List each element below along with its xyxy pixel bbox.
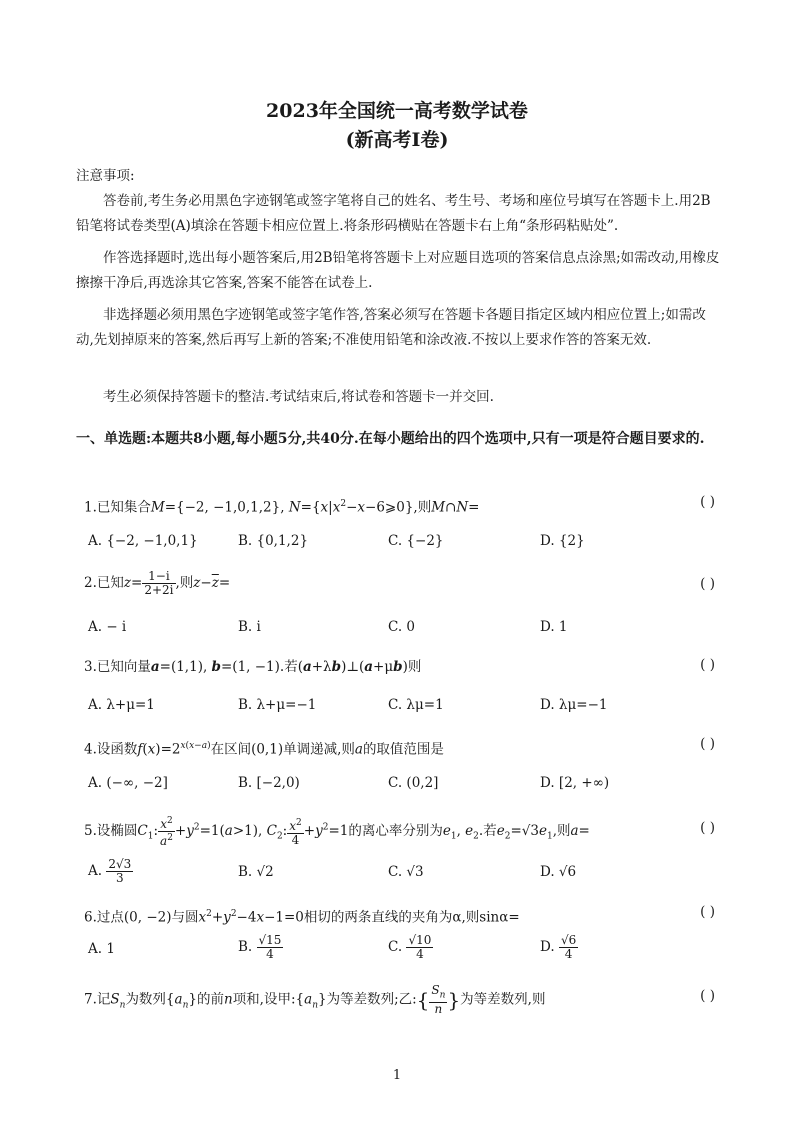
notice-2: 作答选择题时,选出每小题答案后,用2B铅笔将答题卡上对应题目选项的答案信息点涂黑;如需改动,用橡皮擦擦干净后,再选涂其它答案,答案不能答在试卷上. xyxy=(76,250,720,291)
section-heading: 一、单选题:本题共8小题,每小题5分,共40分.在每小题给出的四个选项中,只有一项是符合题目要求的. xyxy=(76,431,705,447)
option-d: D. λμ=−1 xyxy=(540,697,608,713)
answer-blank-3: ( ) xyxy=(700,657,715,673)
option-b: B. {0,1,2} xyxy=(238,533,309,549)
option-a: A. {−2, −1,0,1} xyxy=(88,533,198,549)
answer-blank-6: ( ) xyxy=(700,904,715,920)
exam-title: 2023年全国统一高考数学试卷 xyxy=(266,100,528,122)
option-d: D. {2} xyxy=(540,533,585,549)
option-c: C. $\frac{√10}{4}$ xyxy=(388,933,432,961)
option-c: C. (0,2] xyxy=(388,775,439,791)
question-4: 4.设函数$f(x)=2^{x(x-a)}$在区间(0,1)单调递减,则a的取值范围是 xyxy=(84,741,444,758)
option-d: D. 1 xyxy=(540,619,568,635)
question-7: 7.记$S_n$为数列$\{a_n\}$的前n项和,设甲$:\{a_n\}$为等差数列;乙:{ $\frac{S_n}{n}$ }为等差数列,则 xyxy=(84,983,546,1017)
option-b: B. λ+μ=−1 xyxy=(238,697,317,713)
notice-3: 非选择题必须用黑色字迹钢笔或签字笔作答,答案必须写在答题卡各题目指定区域内相应位置上;如需改动,先划掉原来的答案,然后再写上新的答案;不准使用铅笔和涂改液.不按以上要求作答的答案无效. xyxy=(76,307,706,348)
answer-blank-2: ( ) xyxy=(700,576,715,592)
option-a: A. λ+μ=1 xyxy=(88,697,155,713)
answer-blank-5: ( ) xyxy=(700,820,715,836)
option-a: A. 1 xyxy=(88,941,115,957)
question-1: 1.已知集合M={−2, −1,0,1,2}, $N=\{x|x^2-x-6⩾0\}$,则M∩N= xyxy=(84,499,480,516)
notice-1: 答卷前,考生务必用黑色字迹钢笔或签字笔将自己的姓名、考生号、考场和座位号填写在答题卡上.用2B铅笔将试卷类型(A)填涂在答题卡相应位置上.将条形码横贴在答题卡右上角“条形码粘贴处”. xyxy=(76,193,711,234)
page-number: 1 xyxy=(392,1068,402,1083)
option-a: A. (−∞, −2] xyxy=(88,775,168,791)
option-a: A. − i xyxy=(88,619,127,635)
question-2: 2.已知z= $\frac{1-i}{2+2i}$ ,则$z-\overline{z}=$ xyxy=(84,569,231,597)
option-b: B. √2 xyxy=(238,864,274,880)
answer-blank-7: ( ) xyxy=(700,988,715,1004)
question-6: 6.过点(0, −2)与圆$x^2+y^2-4x-1=0$相切的两条直线的夹角为α,则sinα= xyxy=(84,909,520,926)
option-c: C. √3 xyxy=(388,864,424,880)
option-b: B. i xyxy=(238,619,261,635)
notice-4: 考生必须保持答题卡的整洁.考试结束后,将试卷和答题卡一并交回. xyxy=(103,389,494,405)
option-c: C. 0 xyxy=(388,619,416,635)
question-3: 3.已知向量a=(1,1), b=(1, −1).若(a+λb)⊥(a+μb)则 xyxy=(84,659,422,675)
exam-subtitle: (新高考Ⅰ卷) xyxy=(345,129,449,151)
option-b: B. [−2,0) xyxy=(238,775,300,791)
answer-blank-4: ( ) xyxy=(700,736,715,752)
option-a: A. $\frac{2√3}{3}$ xyxy=(88,857,132,885)
option-d: D. $\frac{√6}{4}$ xyxy=(540,933,577,961)
option-d: D. √6 xyxy=(540,864,577,880)
question-5: 5.设椭圆$C_1$: $\frac{x^2}{a^2}$ $+y^2=1(a>1)$, $C_2$: $\frac{x^2}{4}$ $+y^2=1$的离心率分别为$e_1$, $e_2$.若$e_2=√3e_1$,则a= xyxy=(84,816,590,848)
answer-blank-1: ( ) xyxy=(700,494,715,510)
option-c: C. λμ=1 xyxy=(388,697,444,713)
option-c: C. {−2} xyxy=(388,533,444,549)
option-d: D. [2, +∞) xyxy=(540,775,610,791)
notice-heading: 注意事项: xyxy=(76,168,135,184)
option-b: B. $\frac{√15}{4}$ xyxy=(238,933,282,961)
